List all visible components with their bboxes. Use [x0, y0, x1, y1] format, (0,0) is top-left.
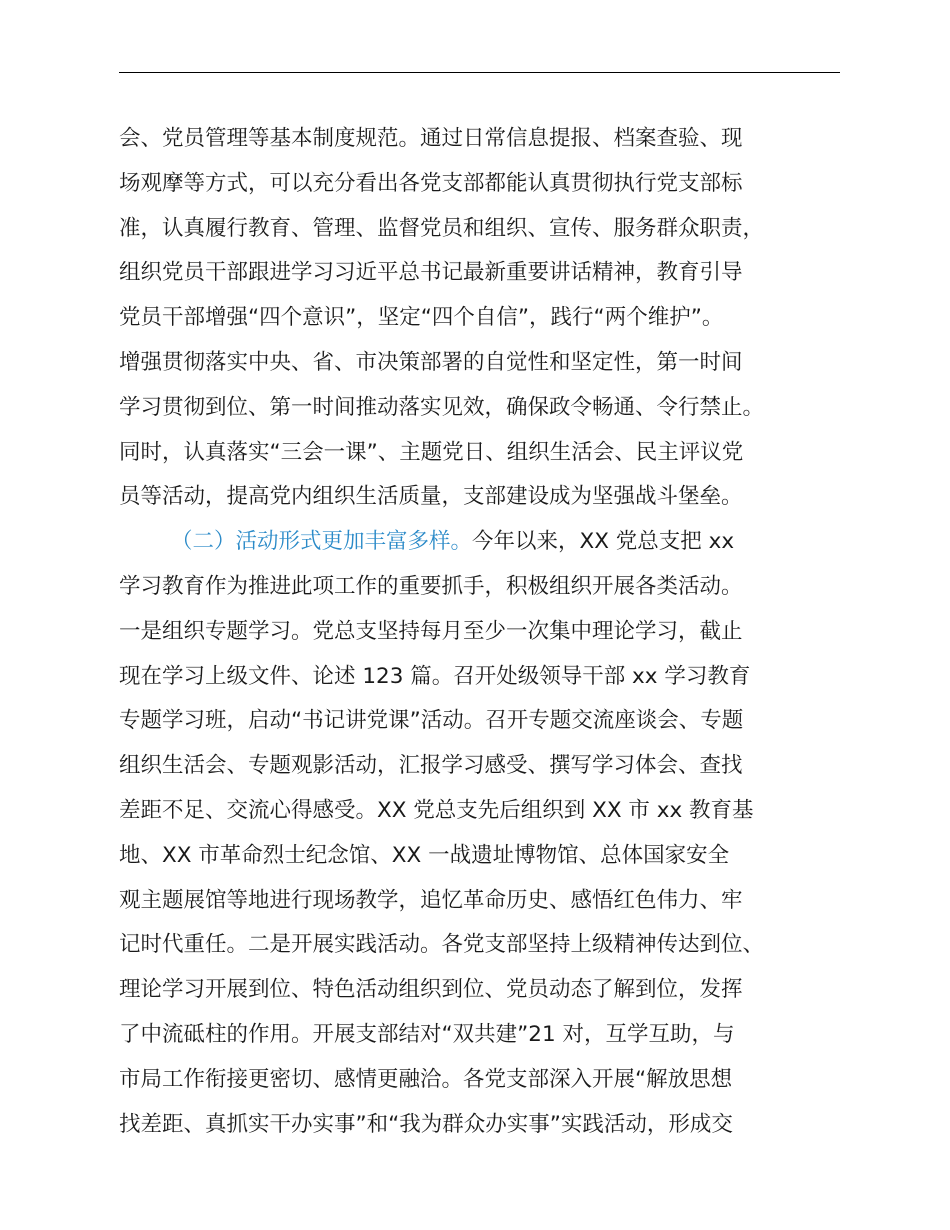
- text-line: 党员干部增强“四个意识”，坚定“四个自信”，践行“两个维护”。: [119, 305, 724, 331]
- document-body: [119, 117, 859, 1147]
- text-line: 学习教育作为推进此项工作的重要抓手，积极组织开展各类活动。: [119, 573, 743, 599]
- text-line: 员等活动，提高党内组织生活质量，支部建设成为坚强战斗堡垒。: [119, 484, 743, 510]
- text-line: 现在学习上级文件、论述 123 篇。召开处级领导干部 xx 学习教育: [119, 663, 751, 689]
- text-line: 准，认真履行教育、管理、监督党员和组织、宣传、服务群众职责，: [119, 215, 765, 241]
- text-line: 同时，认真落实“三会一课”、主题党日、组织生活会、民主评议党: [119, 439, 744, 465]
- text-line: 理论学习开展到位、特色活动组织到位、党员动态了解到位，发挥: [119, 977, 743, 1003]
- section-heading: （二）活动形式更加丰富多样。: [171, 529, 473, 555]
- section2-first-line-text: 今年以来，XX 党总支把 xx: [472, 529, 735, 555]
- header-rule: [119, 72, 840, 73]
- text-line: 组织党员干部跟进学习习近平总书记最新重要讲话精神，教育引导: [119, 260, 743, 286]
- text-line: 记时代重任。二是开展实践活动。各党支部坚持上级精神传达到位、: [119, 932, 765, 958]
- paragraph-section2: [119, 520, 859, 1147]
- text-line: 专题学习班，启动“书记讲党课”活动。召开专题交流座谈会、专题: [119, 708, 744, 734]
- text-line: 差距不足、交流心得感受。XX 党总支先后组织到 XX 市 xx 教育基: [119, 797, 754, 823]
- text-line: 组织生活会、专题观影活动，汇报学习感受、撰写学习体会、查找: [119, 753, 743, 779]
- text-line: 找差距、真抓实干办实事”和“我为群众办实事”实践活动，形成交: [119, 1111, 733, 1137]
- section2-first-line: [119, 520, 859, 565]
- text-line: 了中流砥柱的作用。开展支部结对“双共建”21 对，互学互助，与: [119, 1021, 735, 1047]
- text-line: 学习贯彻到位、第一时间推动落实见效，确保政令畅通、令行禁止。: [119, 394, 765, 420]
- paragraph-section1-continuation: [119, 117, 859, 520]
- text-line: 增强贯彻落实中央、省、市决策部署的自觉性和坚定性，第一时间: [119, 349, 743, 375]
- text-line: 场观摩等方式，可以充分看出各党支部都能认真贯彻执行党支部标: [119, 170, 743, 196]
- text-line: 地、XX 市革命烈士纪念馆、XX 一战遗址博物馆、总体国家安全: [119, 842, 730, 868]
- text-line: 会、党员管理等基本制度规范。通过日常信息提报、档案查验、现: [119, 126, 743, 151]
- text-line: 观主题展馆等地进行现场教学，追忆革命历史、感悟红色伟力、牢: [119, 887, 743, 913]
- text-line: 市局工作衔接更密切、感情更融洽。各党支部深入开展“解放思想: [119, 1066, 733, 1092]
- text-line: 一是组织专题学习。党总支坚持每月至少一次集中理论学习，截止: [119, 618, 743, 644]
